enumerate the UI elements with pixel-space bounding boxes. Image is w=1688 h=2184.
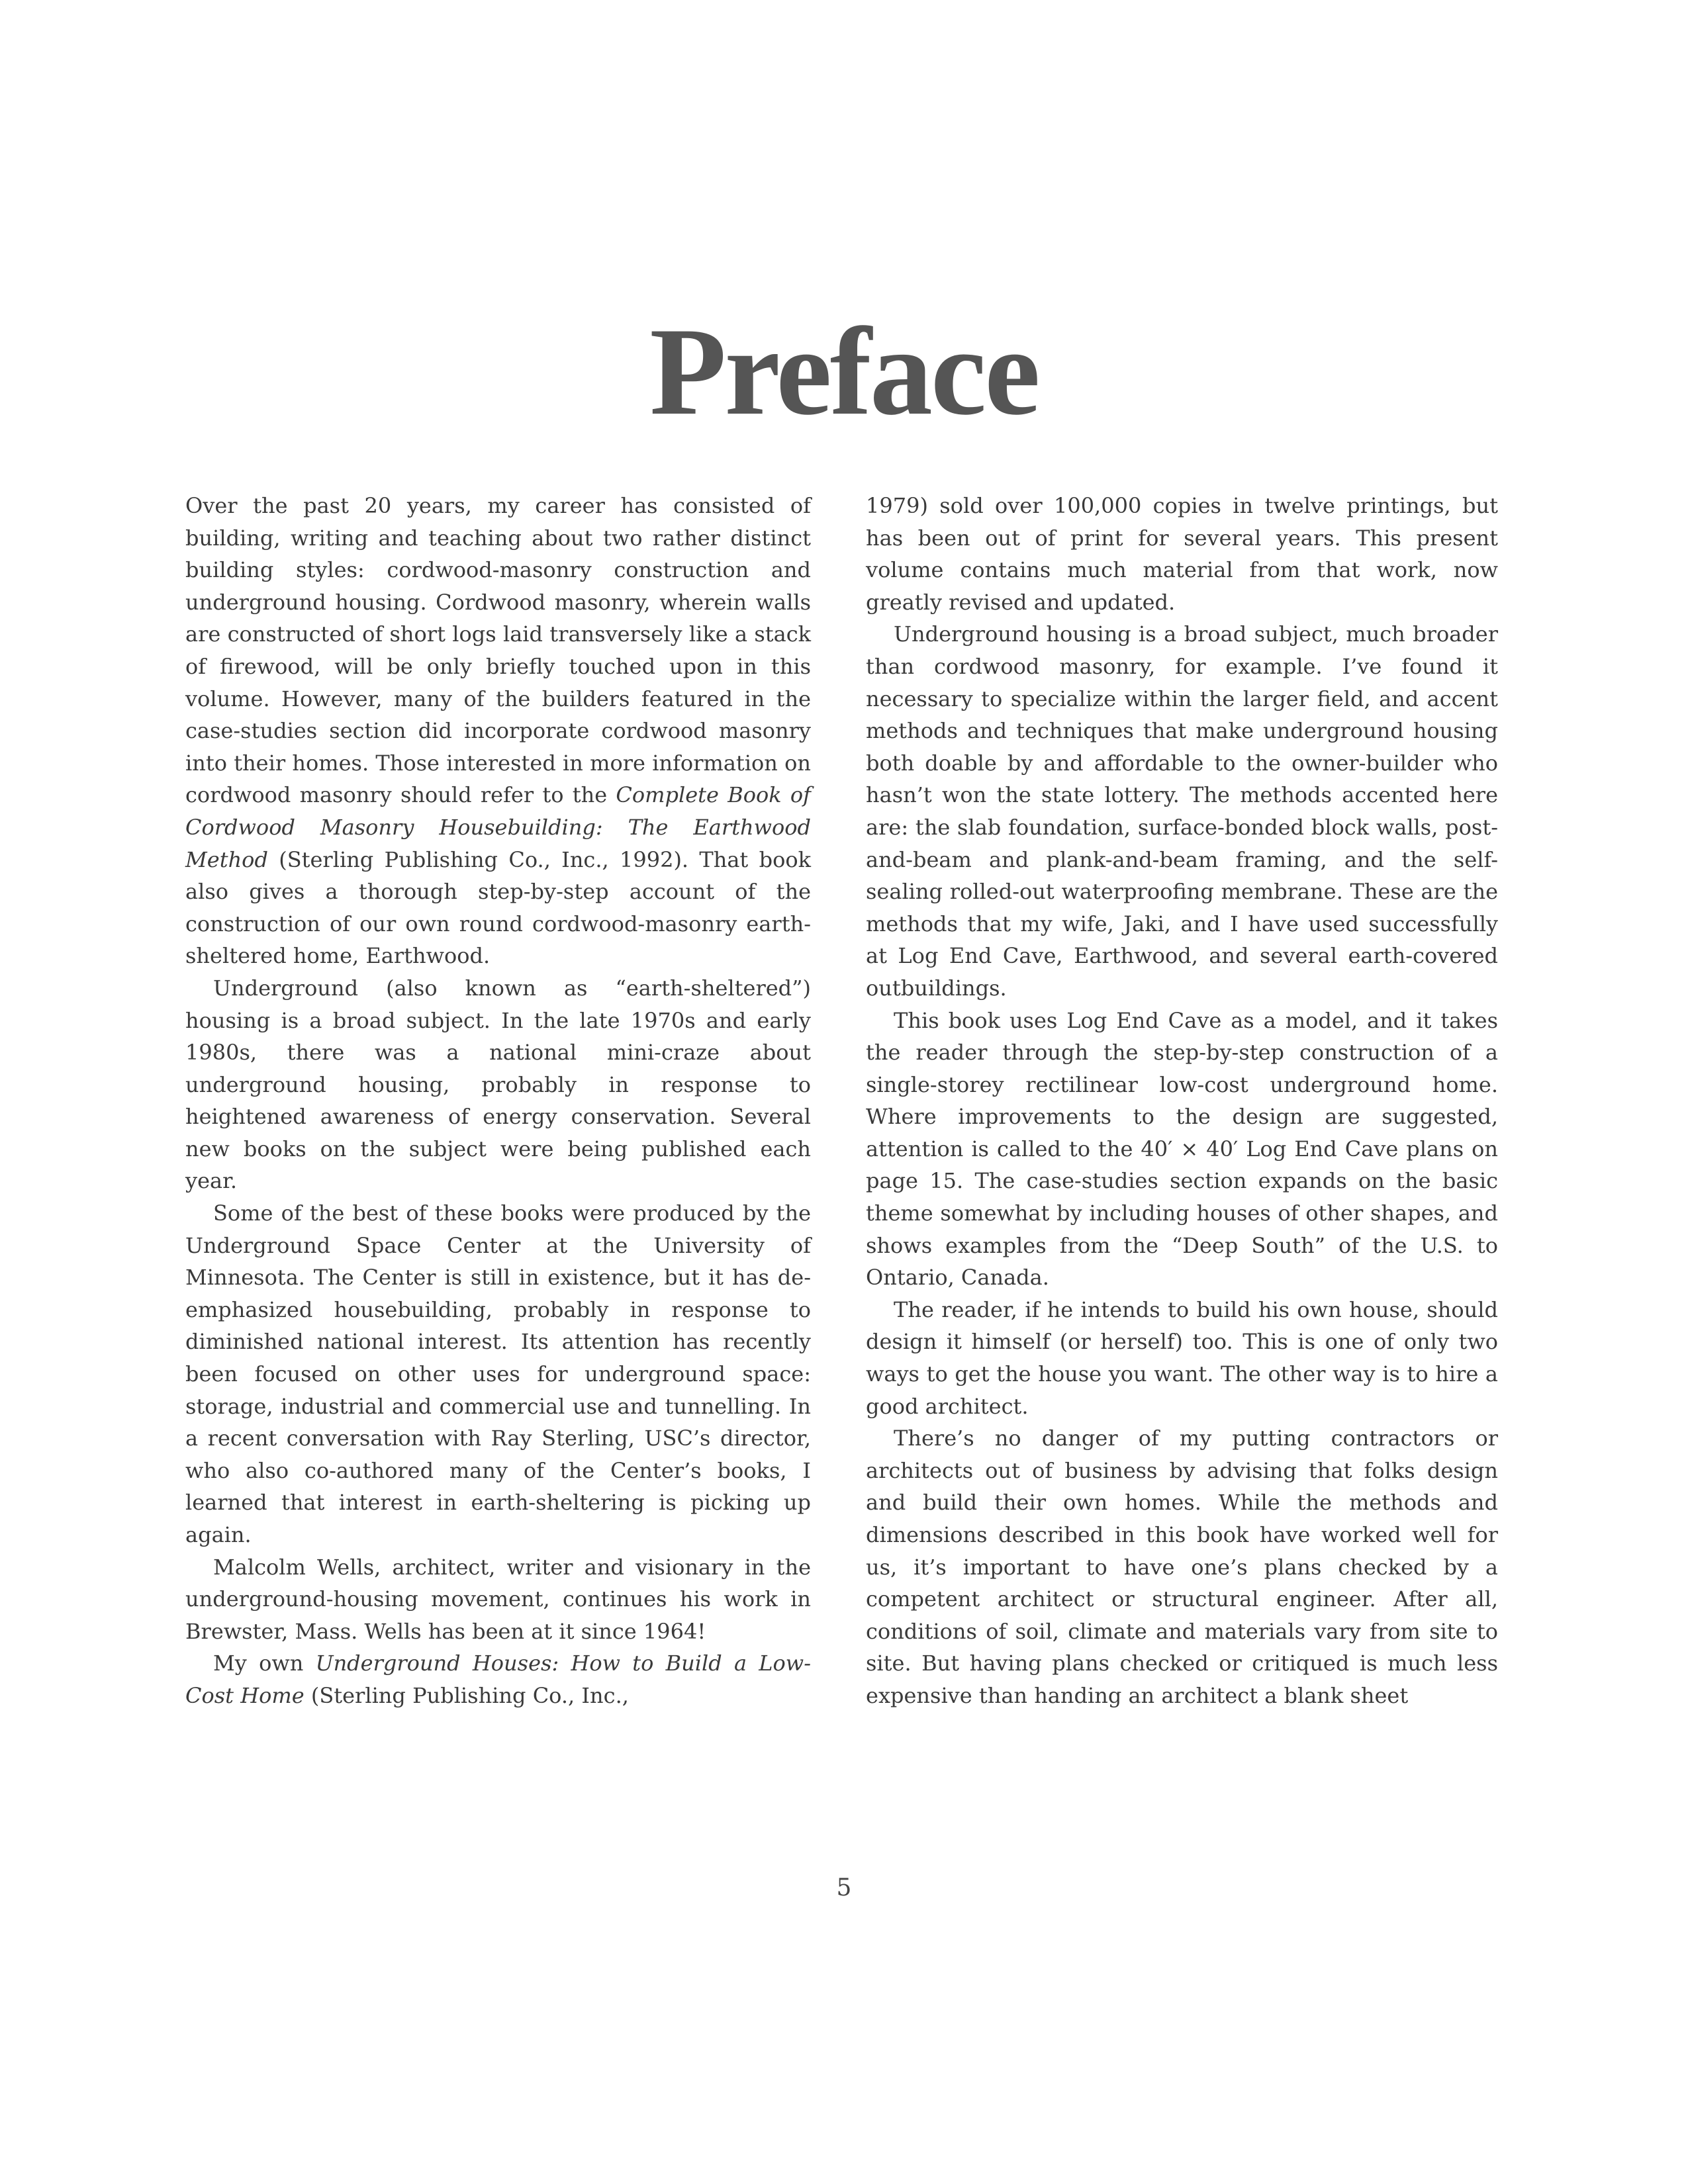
paragraph — [185, 490, 811, 972]
paragraph: There’s no danger of my putting contractors or architects out of business by advising that folks design and build their own homes. While the methods and dimensions described in this book have worked well for us, it’s important to have one’s plans checked by a competent architect or structural engineer. After all, conditions of soil, climate and materials vary from site to site. But having plans checked or critiqued is much less expensive than handing an architect a blank sheet — [866, 1426, 1498, 1708]
paragraph: This book uses Log End Cave as a model, and it takes the reader through the step-by-step construction of a single-storey rectilinear low-cost underground home. Where improvements to the design are suggested, attention is called to the 40′ × 40′ Log End Cave plans on page 15. The case-studies section expands on the basic theme somewhat by including houses of other shapes, and shows examples from the “Deep South” of the U.S. to Ontario, Canada. — [866, 1007, 1498, 1291]
book-title-italic: Complete Book of Cordwood Masonry Housebuilding: The Earthwood Method — [185, 782, 812, 872]
left-column — [185, 490, 811, 1712]
paragraph — [185, 1647, 811, 1711]
paragraph-text: Over the past 20 years, my career has consisted of building, writing and teaching about two rather distinct building styles: cordwood-masonry construction and underground housing. Cordwood masonry, wherein walls are constructed of short logs laid transversely like a stack of firewood, will be only briefly touched upon in this volume. However, many of the builders featured in the case-studies section did incorporate cordwood masonry into their homes. Those interested in more information on cordwood masonry should refer to the — [185, 493, 811, 808]
paragraph-text: (Sterling Publishing Co., Inc., — [304, 1682, 629, 1708]
page-number: 5 — [836, 1874, 852, 1901]
right-column — [866, 490, 1498, 1712]
paragraph-text: My own — [213, 1651, 316, 1676]
book-title-italic: Underground Houses: How to Build a Low-Cost Home — [185, 1651, 811, 1708]
paragraph: Malcolm Wells, architect, writer and visionary in the underground-housing movement, continues his work in Brewster, Mass. Wells has been at it since 1964! — [185, 1554, 811, 1644]
paragraph: Some of the best of these books were produced by the Underground Space Center at the University of Minnesota. The Center is still in existence, but it has de-emphasized housebuilding, probably in response to diminished national interest. Its attention has recently been focused on other uses for underground space: storage, industrial and commercial use and tunnelling. In a recent conversation with Ray Sterling, USC’s director, who also co-authored many of the Center’s books, I learned that interest in earth-sheltering is picking up again. — [185, 1201, 811, 1547]
paragraph: 1979) sold over 100,000 copies in twelve printings, but has been out of print for several years. This present volume contains much material from that work, now greatly revised and updated. — [866, 493, 1498, 615]
paragraph: Underground (also known as “earth-sheltered”) housing is a broad subject. In the late 1970s and early 1980s, there was a national mini-craze about underground housing, probably in response to heightened awareness of energy conservation. Several new books on the subject were being published each year. — [185, 975, 811, 1194]
paragraph: Underground housing is a broad subject, much broader than cordwood masonry, for example. I’ve found it necessary to specialize within the larger field, and accent methods and techniques that make underground housing both doable by and affordable to the owner-builder who hasn’t won the state lottery. The methods accented here are: the slab foundation, surface-bonded block walls, post-and-beam and plank-and-beam framing, and the self-sealing rolled-out waterproofing membrane. These are the methods that my wife, Jaki, and I have used successfully at Log End Cave, Earthwood, and several earth-covered outbuildings. — [866, 621, 1498, 1001]
paragraph: The reader, if he intends to build his own house, should design it himself (or herself) too. This is one of only two ways to get the house you want. The other way is to hire a good architect. — [866, 1297, 1498, 1419]
page-title: Preface — [649, 302, 1039, 442]
paragraph-text: (Sterling Publishing Co., Inc., 1992). That book also gives a thorough step-by-step account of the construction of our own round cordwood-masonry earth-sheltered home, Earthwood. — [185, 846, 811, 969]
